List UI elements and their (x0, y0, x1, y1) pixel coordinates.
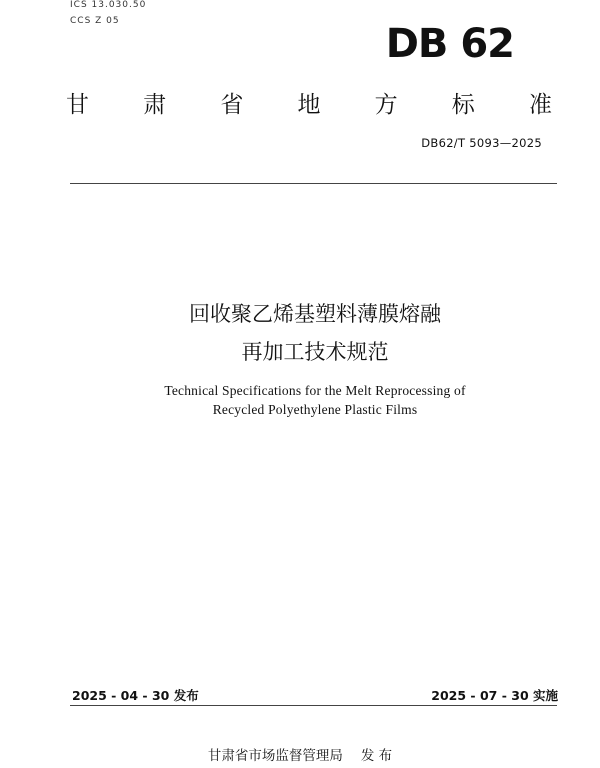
ccs-code: CCS Z 05 (70, 16, 120, 26)
authority-char: 方 (374, 92, 398, 118)
standard-number: DB62/T 5093—2025 (421, 136, 542, 150)
authority-char: 省 (220, 92, 244, 118)
authority-char: 准 (528, 92, 552, 118)
top-divider (70, 183, 557, 184)
standard-authority-heading (66, 86, 552, 119)
title-cn-line2: 再加工技术规范 (241, 340, 389, 364)
authority-char: 甘 (66, 92, 89, 118)
title-cn-line1: 回收聚乙烯基塑料薄膜熔融 (189, 302, 441, 326)
authority-char: 标 (451, 92, 475, 118)
publisher-line (0, 744, 600, 764)
title-en-line1: Technical Specifications for the Melt Reprocessing of (164, 383, 466, 398)
issue-date: 2025 - 04 - 30 发布 (72, 688, 199, 703)
implementation-date: 2025 - 07 - 30 实施 (431, 688, 558, 703)
ics-code: ICS 13.030.50 (70, 0, 147, 10)
publish-action: 发 布 (360, 748, 393, 764)
title-en-line2: Recycled Polyethylene Plastic Films (212, 402, 418, 417)
authority-char: 地 (297, 92, 321, 118)
authority-char: 肃 (143, 92, 167, 118)
publisher-name: 甘肃省市场监督管理局 (207, 748, 343, 764)
bottom-divider (70, 705, 557, 706)
db-logo: DB 62 (385, 21, 514, 67)
